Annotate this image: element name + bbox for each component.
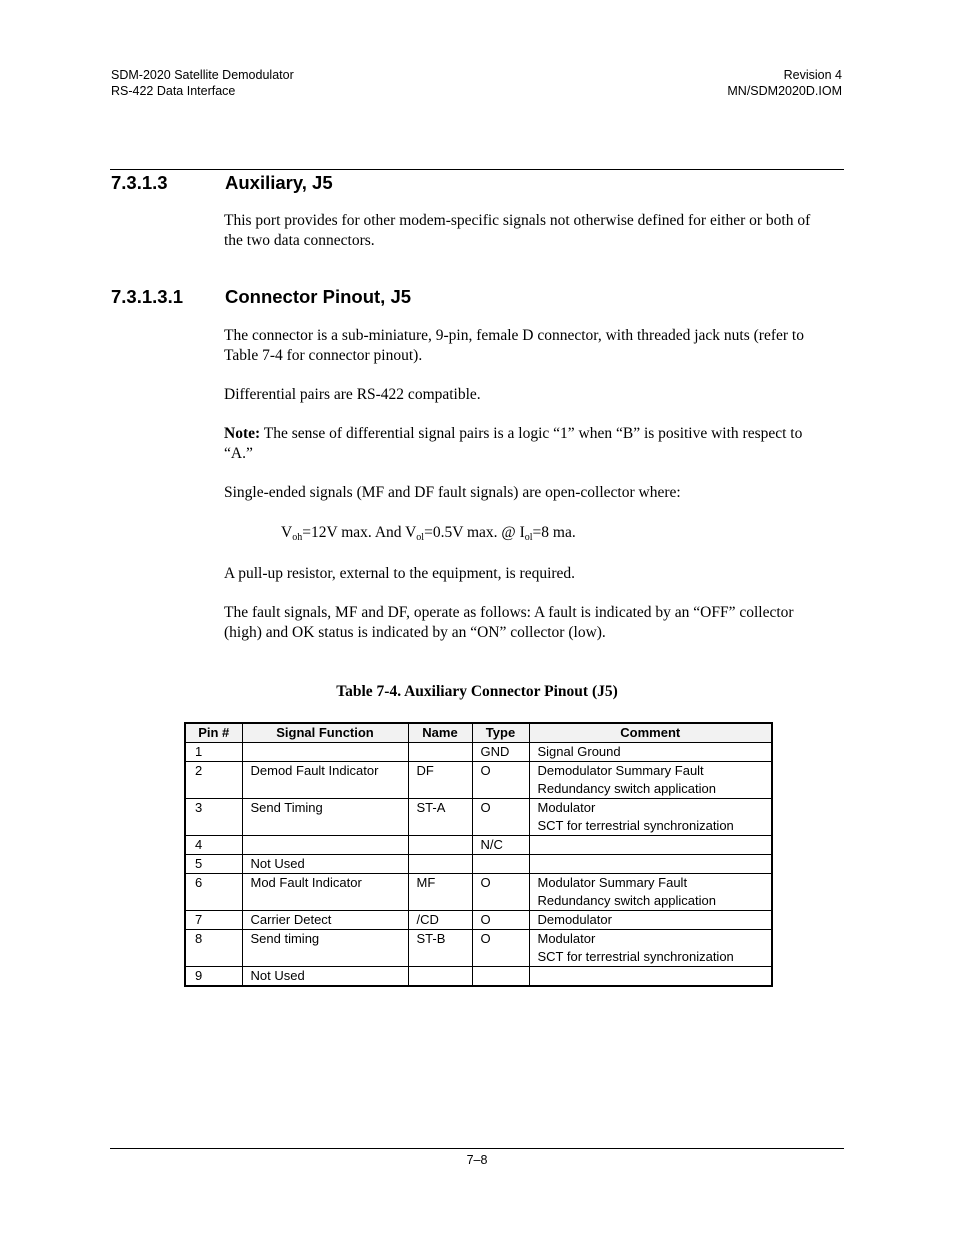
cell-pin: 8 [185,930,242,967]
table-row [185,911,772,930]
comment-line: SCT for terrestrial synchronization [537,949,734,964]
cell-comment [529,799,772,836]
section-number: 7.3.1.3 [111,172,168,193]
header-product-title: SDM-2020 Satellite Demodulator [111,68,294,82]
header-chapter-title: RS-422 Data Interface [111,84,236,98]
cell-signal-function: Send timing [242,930,408,967]
differential-pairs-paragraph: Differential pairs are RS-422 compatible. [224,386,481,403]
cell-comment [529,836,772,855]
table-row [185,836,772,855]
connector-description-paragraph: The connector is a sub-miniature, 9-pin, female D connector, with threaded jack nuts (refer to Table 7-4 for connector pinout). [224,327,804,364]
column-header-comment: Comment [529,723,772,743]
cell-comment [529,874,772,911]
voltage-formula [281,523,576,543]
cell-name: ST-A [408,799,472,836]
comment-line: SCT for terrestrial synchronization [537,818,734,833]
formula-v: V [281,524,293,541]
table-row [185,799,772,836]
cell-name [408,743,472,762]
formula-sub-ol: ol [416,532,425,543]
footer-divider [110,1148,844,1149]
table-row [185,874,772,911]
table-row [185,967,772,987]
subsection-number: 7.3.1.3.1 [111,286,184,307]
comment-line: Signal Ground [537,744,621,759]
formula-text-1: =12V max. And V [302,524,417,541]
cell-comment [529,930,772,967]
cell-type: O [472,911,529,930]
note-label: Note: [224,425,261,442]
cell-type [472,967,529,987]
running-header-left [111,67,294,99]
header-divider [110,169,844,170]
table-row [185,762,772,799]
cell-signal-function: Demod Fault Indicator [242,762,408,799]
cell-comment [529,855,772,874]
header-revision: Revision 4 [783,68,842,82]
comment-line [538,855,772,873]
column-header-type: Type [472,723,529,743]
cell-pin: 7 [185,911,242,930]
fault-signals-paragraph: The fault signals, MF and DF, operate as follows: A fault is indicated by an “OFF” collector (high) and OK status is indicated by an “ON” collector (low). [224,604,794,641]
note-text: The sense of differential signal pairs is a logic “1” when “B” is positive with respect to “A.” [224,425,803,462]
note-paragraph [224,424,829,464]
table-row [185,855,772,874]
cell-name [408,967,472,987]
formula-text-2: =0.5V max. @ I [424,524,525,541]
cell-type [472,855,529,874]
cell-name: MF [408,874,472,911]
cell-signal-function: Carrier Detect [242,911,408,930]
cell-type: GND [472,743,529,762]
comment-line: Modulator Summary Fault [537,875,688,890]
cell-signal-function: Send Timing [242,799,408,836]
comment-line: Redundancy switch application [537,781,716,796]
cell-type: O [472,930,529,967]
subsection-heading [111,286,611,310]
comment-line [538,836,772,854]
cell-comment [529,911,772,930]
section-title: Auxiliary, J5 [225,172,333,193]
subsection-title: Connector Pinout, J5 [225,286,412,307]
cell-signal-function [242,836,408,855]
cell-type: N/C [472,836,529,855]
cell-pin: 6 [185,874,242,911]
cell-type: O [472,799,529,836]
cell-comment [529,743,772,762]
comment-line: Modulator [537,931,596,946]
header-document-id: MN/SDM2020D.IOM [727,84,842,98]
comment-line: Modulator [537,800,596,815]
cell-name [408,855,472,874]
column-header-signal-function: Signal Function [242,723,408,743]
cell-pin: 5 [185,855,242,874]
running-header-right [727,67,842,99]
comment-line: Demodulator Summary Fault [537,763,704,778]
column-header-pin: Pin # [185,723,242,743]
cell-type: O [472,762,529,799]
cell-name: /CD [408,911,472,930]
comment-line [538,967,772,985]
cell-pin: 3 [185,799,242,836]
cell-pin: 1 [185,743,242,762]
cell-name: ST-B [408,930,472,967]
pinout-table [184,722,773,987]
table-row [185,743,772,762]
formula-sub-oh: oh [292,532,303,543]
cell-comment [529,762,772,799]
cell-name [408,836,472,855]
cell-type: O [472,874,529,911]
cell-signal-function [242,743,408,762]
cell-pin: 9 [185,967,242,987]
table-row [185,930,772,967]
table-caption: Table 7-4. Auxiliary Connector Pinout (J5) [336,683,618,700]
comment-line: Demodulator [537,912,612,927]
page-number: 7–8 [466,1153,488,1167]
column-header-name: Name [408,723,472,743]
section-intro-paragraph: This port provides for other modem-specific signals not otherwise defined for either or both of the two data connectors. [224,212,811,249]
table-header-row [185,723,772,743]
pull-up-paragraph: A pull-up resistor, external to the equipment, is required. [224,565,576,582]
cell-pin: 2 [185,762,242,799]
formula-sub-ol-2: ol [524,532,533,543]
formula-text-3: =8 ma. [532,524,576,541]
section-heading [111,172,611,196]
cell-signal-function: Mod Fault Indicator [242,874,408,911]
cell-signal-function: Not Used [242,967,408,987]
cell-name: DF [408,762,472,799]
comment-line: Redundancy switch application [537,893,716,908]
cell-comment [529,967,772,987]
cell-pin: 4 [185,836,242,855]
single-ended-paragraph: Single-ended signals (MF and DF fault signals) are open-collector where: [224,484,681,501]
cell-signal-function: Not Used [242,855,408,874]
